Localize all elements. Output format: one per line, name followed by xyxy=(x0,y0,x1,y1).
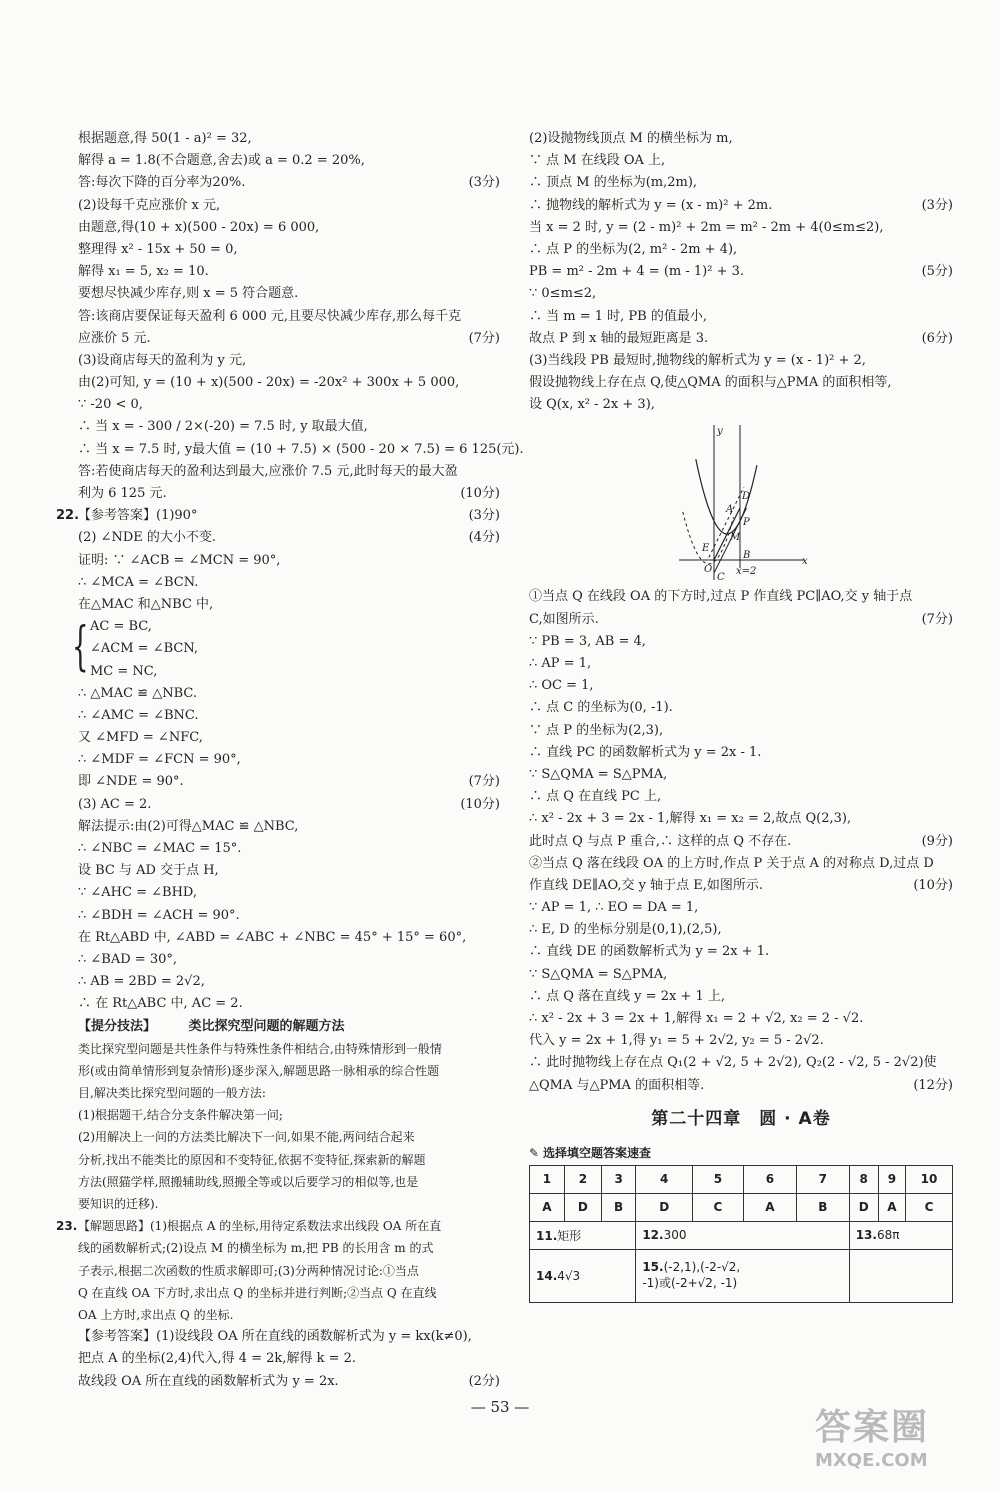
text-line xyxy=(78,527,500,549)
question-number: 10 xyxy=(920,1172,938,1187)
answer-cell xyxy=(693,1165,744,1193)
text-line xyxy=(529,609,953,631)
text-line xyxy=(78,1060,500,1082)
question-number: 22. xyxy=(56,508,80,524)
score-label: (6分) xyxy=(921,330,953,346)
answer-cell xyxy=(530,1193,565,1221)
line-text: 设 Q(x, x² - 2x + 3), xyxy=(529,397,655,413)
answer-cell xyxy=(906,1165,953,1193)
answer-cell xyxy=(743,1165,796,1193)
choice-answer: D xyxy=(659,1200,670,1215)
score-label: (10分) xyxy=(460,796,500,812)
page-number: — 53 — xyxy=(470,1398,530,1416)
score-label: (10分) xyxy=(460,486,500,501)
fill-answer: 68π xyxy=(876,1228,900,1243)
line-text: 【解题思路】(1)根据点 A 的坐标,用待定系数法求出线段 OA 所在直 xyxy=(78,1219,442,1234)
line-text: ∴ ∠NBC = ∠MAC = 15°. xyxy=(78,841,242,856)
line-text: C,如图所示. xyxy=(529,611,599,627)
point-label: M xyxy=(730,532,741,544)
score-label: (3分) xyxy=(468,175,500,191)
text-line xyxy=(78,1149,500,1171)
text-line xyxy=(529,941,953,963)
line-text: ∴ 抛物线的解析式为 y = (x - m)² + 2m. xyxy=(529,197,773,213)
line-text: ∴ 此时抛物线上存在点 Q₁(2 + √2, 5 + 2√2), Q₂(2 - √2, 5 - 2√2)使 xyxy=(529,1055,937,1071)
text-line xyxy=(78,1371,500,1393)
parabola-figure xyxy=(529,416,953,586)
text-line xyxy=(529,394,953,416)
line-text: ∴ 当 x = 7.5 时, y最大值 = (10 + 7.5) × (500 - 20 × 7.5) = 6 125(元). xyxy=(78,441,524,457)
answer-cell xyxy=(743,1193,796,1221)
table-header-row xyxy=(530,1165,953,1193)
text-line xyxy=(78,550,500,572)
watermark-logo: 答案圈 xyxy=(815,1407,930,1448)
choice-answer: A xyxy=(765,1200,775,1215)
text-line xyxy=(529,897,953,919)
point-label: x=2 xyxy=(736,566,757,578)
text-line xyxy=(529,808,953,830)
question-start-line xyxy=(56,505,500,527)
question-number: 14. xyxy=(536,1268,558,1283)
score-label: (12分) xyxy=(913,1077,953,1093)
line-text: 设 BC 与 AD 交于点 H, xyxy=(78,863,219,879)
line-text: 假设抛物线上存在点 Q,使△QMA 的面积与△PMA 的面积相等, xyxy=(529,375,892,391)
line-text: 又 ∠MFD = ∠NFC, xyxy=(78,730,203,746)
text-line xyxy=(78,416,500,438)
line-text: 类比探究型问题是共性条件与特殊性条件相结合,由特殊情形到一般情 xyxy=(78,1041,442,1056)
congruence-conditions xyxy=(72,616,500,683)
text-line xyxy=(78,1304,500,1326)
answer-cell xyxy=(797,1193,850,1221)
text-line xyxy=(529,653,953,675)
line-text: ∴ x² - 2x + 3 = 2x + 1,解得 x₁ = 2 + √2, x₂ = 2 - √2. xyxy=(529,1011,864,1026)
line-text: (2)设每千克应涨价 x 元, xyxy=(78,197,221,213)
line-text: (2)设抛物线顶点 M 的横坐标为 m, xyxy=(529,131,733,146)
text-line xyxy=(529,1075,953,1097)
answer-cell xyxy=(849,1249,952,1302)
text-line xyxy=(78,1016,500,1038)
line-text: 线的函数解析式;(2)设点 M 的横坐标为 m,把 PB 的长用含 m 的式 xyxy=(78,1241,434,1256)
answer-cell xyxy=(564,1193,601,1221)
line-text: ∴ 点 Q 在直线 PC 上, xyxy=(529,789,662,805)
text-line xyxy=(78,439,524,461)
quick-answer-heading xyxy=(529,1141,953,1165)
text-line xyxy=(529,1008,953,1030)
text-line xyxy=(78,572,500,594)
text-line xyxy=(78,1348,500,1370)
text-line xyxy=(78,971,500,993)
text-line xyxy=(78,705,500,727)
line-text: PB = m² - 2m + 4 = (m - 1)² + 3. xyxy=(529,264,745,280)
question-number: 8 xyxy=(859,1172,868,1187)
text-line xyxy=(78,150,500,172)
text-line xyxy=(78,727,500,749)
text-line xyxy=(78,771,500,793)
text-line xyxy=(78,195,500,217)
line-text: 【参考答案】(1)设线段 OA 所在直线的函数解析式为 y = kx(k≠0), xyxy=(78,1329,472,1345)
line-text: 目,解决类比探究型问题的一般方法: xyxy=(78,1086,266,1101)
question-number: 2 xyxy=(578,1172,588,1187)
line-text: 答:该商店要保证每天盈利 6 000 元,且要尽快减少库存,那么每千克 xyxy=(78,308,462,324)
line-text: 整理得 x² - 15x + 50 = 0, xyxy=(78,241,238,257)
answer-table xyxy=(529,1165,953,1303)
line-text: 作直线 DE∥AO,交 y 轴于点 E,如图所示. xyxy=(529,877,763,893)
choice-answer: B xyxy=(818,1200,828,1215)
question-number: 3 xyxy=(614,1172,623,1187)
text-line xyxy=(529,742,953,764)
answer-cell xyxy=(636,1221,849,1249)
text-line xyxy=(78,306,500,328)
score-label: (7分) xyxy=(468,330,500,346)
text-line xyxy=(78,328,500,350)
text-line xyxy=(78,1104,500,1126)
answer-cell xyxy=(906,1193,953,1221)
chapter-title: 第二十四章 圆 · A卷 xyxy=(651,1108,831,1129)
question-number: 13. xyxy=(855,1228,877,1243)
line-text: 方法(照猫学样,照搬辅助线,照搬全等或以后要学习的相似等,也是 xyxy=(78,1174,419,1189)
choice-answer: A xyxy=(887,1200,897,1215)
text-line xyxy=(78,128,500,150)
text-line xyxy=(529,853,953,875)
line-text: (1)根据题干,结合分支条件解决第一问; xyxy=(78,1108,283,1123)
line-text: 由题意,得(10 + x)(500 - 20x) = 6 000, xyxy=(78,219,320,235)
score-label: (3分) xyxy=(468,508,500,524)
text-line xyxy=(78,1326,500,1348)
text-line xyxy=(529,586,953,608)
line-text: ∵ ∠AHC = ∠BHD, xyxy=(78,885,197,901)
text-line xyxy=(78,283,500,305)
text-line xyxy=(78,394,500,416)
line-text: 答:每次下降的百分率为20%. xyxy=(78,175,246,191)
text-line xyxy=(529,831,953,853)
text-line xyxy=(529,675,953,697)
text-line xyxy=(78,461,500,483)
fill-answer-cont: -1)或(-2+√2, -1) xyxy=(642,1276,738,1291)
line-text: ∴ ∠MCA = ∠BCN. xyxy=(78,574,199,590)
answer-cell xyxy=(849,1221,952,1249)
point-label: x xyxy=(802,556,808,568)
watermark-url: MXQE.COM xyxy=(815,1450,928,1471)
line-text: ∵ 0≤m≤2, xyxy=(529,286,597,302)
pencil-icon: ✎ xyxy=(529,1145,540,1160)
answer-cell xyxy=(849,1193,878,1221)
score-label: (9分) xyxy=(921,833,953,849)
answer-cell xyxy=(797,1165,850,1193)
point-label: C xyxy=(717,572,725,584)
choice-answer: D xyxy=(858,1200,869,1215)
text-line xyxy=(529,875,953,897)
point-label: B xyxy=(743,550,751,562)
line-text: 在△MAC 和△NBC 中, xyxy=(78,596,214,612)
line-text: ∴ x² - 2x + 3 = 2x - 1,解得 x₁ = x₂ = 2,故点 Q(2,3), xyxy=(529,811,852,827)
line-text: 故线段 OA 所在直线的函数解析式为 y = 2x. xyxy=(78,1373,339,1389)
table-fill-row-2 xyxy=(530,1249,953,1302)
condition-line: MC = NC, xyxy=(90,663,158,679)
text-line xyxy=(78,594,500,616)
line-text: 把点 A 的坐标(2,4)代入,得 4 = 2k,解得 k = 2. xyxy=(78,1351,357,1367)
line-text: ∴ 点 P 的坐标为(2, m² - 2m + 4), xyxy=(529,241,738,257)
line-text: ∴ 直线 DE 的函数解析式为 y = 2x + 1. xyxy=(529,944,770,960)
line-text: (3)设商店每天的盈利为 y 元, xyxy=(78,352,247,368)
line-text: ∴ 顶点 M 的坐标为(m,2m), xyxy=(529,175,698,191)
text-line xyxy=(529,128,953,150)
line-text: (3)当线段 PB 最短时,抛物线的解析式为 y = (x - 1)² + 2, xyxy=(529,352,866,368)
text-line xyxy=(78,816,500,838)
point-label: D xyxy=(742,491,751,503)
text-line xyxy=(78,882,500,904)
point-label: y xyxy=(717,426,723,438)
score-label: (2分) xyxy=(468,1373,500,1389)
line-text: 要知识的迁移). xyxy=(78,1197,159,1211)
line-text: ∴ 直线 PC 的函数解析式为 y = 2x - 1. xyxy=(529,744,762,760)
question-number: 4 xyxy=(660,1172,669,1187)
fill-answer: 矩形 xyxy=(557,1228,582,1243)
line-text: ∴ 点 C 的坐标为(0, -1). xyxy=(529,700,673,716)
line-text: 分析,找出不能类比的原因和不变特征,依据不变特征,探索新的解题 xyxy=(78,1152,426,1167)
line-text: 根据题意,得 50(1 - a)² = 32, xyxy=(78,131,252,146)
line-text: ∴ 当 m = 1 时, PB 的值最小, xyxy=(529,308,707,324)
text-line xyxy=(78,261,500,283)
text-line xyxy=(78,905,500,927)
text-line xyxy=(78,1260,500,1282)
answer-cell xyxy=(601,1193,635,1221)
question-number: 15. xyxy=(642,1260,664,1275)
line-text: 应涨价 5 元. xyxy=(78,330,151,346)
choice-answer: B xyxy=(614,1200,624,1215)
line-text: 即 ∠NDE = 90°. xyxy=(78,774,184,790)
line-text: ∵ -20 < 0, xyxy=(78,397,143,413)
text-line xyxy=(529,1052,953,1074)
line-text: ∴ ∠BAD = 30°, xyxy=(78,951,177,967)
answer-cell xyxy=(636,1249,849,1302)
answer-cell xyxy=(693,1193,744,1221)
line-text: 解得 x₁ = 5, x₂ = 10. xyxy=(78,264,209,280)
text-line xyxy=(529,964,953,986)
point-label: O xyxy=(704,564,713,576)
text-line xyxy=(529,150,953,172)
text-line xyxy=(78,239,500,261)
text-line xyxy=(78,350,500,372)
condition-line: ∠ACM = ∠BCN, xyxy=(90,641,199,657)
text-line xyxy=(529,350,953,372)
text-line xyxy=(529,786,953,808)
text-line xyxy=(529,239,953,261)
line-text: (2)用解决上一问的方法类比解决下一问,如果不能,两问结合起来 xyxy=(78,1130,415,1145)
line-text: ∵ S△QMA = S△PMA, xyxy=(529,766,668,782)
line-text: ∵ 点 M 在线段 OA 上, xyxy=(529,153,666,169)
question-number: 7 xyxy=(818,1172,828,1187)
text-line xyxy=(78,1193,500,1215)
line-text: ∴ ∠BDH = ∠ACH = 90°. xyxy=(78,907,240,923)
question-number: 23. xyxy=(56,1219,78,1234)
line-text: 在 Rt△ABD 中, ∠ABD = ∠ABC + ∠NBC = 45° + 15° = 60°, xyxy=(78,929,467,945)
fill-answer: 300 xyxy=(663,1228,687,1243)
table-answer-row xyxy=(530,1193,953,1221)
choice-answer: C xyxy=(713,1200,723,1215)
text-line xyxy=(78,949,500,971)
text-line xyxy=(78,1082,500,1104)
line-text: OA 上方时,求出点 Q 的坐标. xyxy=(78,1307,234,1322)
line-text: ∵ S△QMA = S△PMA, xyxy=(529,966,668,982)
point-label: P xyxy=(743,517,750,529)
line-text: △QMA 与△PMA 的面积相等. xyxy=(529,1077,705,1093)
line-text: ∴ ∠AMC = ∠BNC. xyxy=(78,707,199,723)
line-text: ∵ PB = 3, AB = 4, xyxy=(529,633,646,649)
text-line xyxy=(78,927,500,949)
answer-cell xyxy=(636,1193,693,1221)
text-line xyxy=(78,860,500,882)
score-label: (3分) xyxy=(921,197,953,213)
answer-cell xyxy=(530,1165,565,1193)
line-text: Q 在直线 OA 下方时,求出点 Q 的坐标并进行判断;②当点 Q 在直线 xyxy=(78,1285,437,1300)
condition-line: AC = BC, xyxy=(90,619,152,635)
line-text: 当 x = 2 时, y = (2 - m)² + 2m = m² - 2m + 4(0≤m≤2), xyxy=(529,219,884,235)
line-text: ①当点 Q 在线段 OA 的下方时,过点 P 作直线 PC∥AO,交 y 轴于点 xyxy=(529,589,913,605)
answer-cell xyxy=(564,1165,601,1193)
question-number: 5 xyxy=(713,1172,723,1187)
line-text: 利为 6 125 元. xyxy=(78,486,167,501)
text-line xyxy=(78,483,500,505)
choice-answer: A xyxy=(542,1200,552,1215)
score-label: (4分) xyxy=(468,530,500,546)
text-line xyxy=(529,195,953,217)
score-label: (10分) xyxy=(913,877,953,893)
text-line xyxy=(78,838,500,860)
answer-cell xyxy=(601,1165,635,1193)
text-line xyxy=(78,993,500,1015)
choice-answer: D xyxy=(577,1200,588,1215)
text-line xyxy=(529,720,953,742)
table-fill-row-1 xyxy=(530,1221,953,1249)
text-line xyxy=(529,283,953,305)
point-label: A xyxy=(726,504,734,516)
text-line xyxy=(78,1126,500,1148)
line-text: ∴ 在 Rt△ABC 中, AC = 2. xyxy=(78,996,243,1012)
answer-cell xyxy=(849,1165,878,1193)
brace-symbol: { xyxy=(72,617,89,678)
answer-cell xyxy=(636,1165,693,1193)
text-line xyxy=(529,764,953,786)
question-number: 1 xyxy=(542,1172,552,1187)
question-number: 12. xyxy=(642,1228,664,1243)
line-text: 子表示,根据二次函数的性质求解即可;(3)分两种情况讨论:①当点 xyxy=(78,1263,419,1278)
line-text: 故点 P 到 x 轴的最短距离是 3. xyxy=(529,330,709,346)
text-line xyxy=(529,919,953,941)
line-text: (2) ∠NDE 的大小不变. xyxy=(78,530,216,546)
line-text: 解得 a = 1.8(不合题意,舍去)或 a = 0.2 = 20%, xyxy=(78,153,365,169)
choice-answer: C xyxy=(924,1200,934,1215)
score-label: (7分) xyxy=(468,774,500,790)
line-text: ∴ △MAC ≌ △NBC. xyxy=(78,685,197,701)
text-line xyxy=(78,1038,500,1060)
line-text: ∴ AB = 2BD = 2√2, xyxy=(78,974,205,990)
question-number: 11. xyxy=(536,1228,558,1243)
text-line xyxy=(529,217,953,239)
text-line xyxy=(529,172,953,194)
line-text: 由(2)可知, y = (10 + x)(500 - 20x) = -20x² + 300x + 5 000, xyxy=(78,375,460,391)
question-number: 6 xyxy=(765,1172,775,1187)
point-label: E xyxy=(702,543,710,555)
right-column xyxy=(529,128,953,1303)
text-line xyxy=(529,986,953,1008)
line-text: 代入 y = 2x + 1,得 y₁ = 5 + 2√2, y₂ = 5 - 2√2. xyxy=(529,1033,824,1049)
question-start-line xyxy=(56,1215,500,1237)
answer-cell xyxy=(878,1165,905,1193)
line-text: ∴ 当 x = - 300 / 2×(-20) = 7.5 时, y 取最大值, xyxy=(78,419,368,435)
line-text: 证明: ∵ ∠ACB = ∠MCN = 90°, xyxy=(78,552,281,568)
line-text: 【提分技法】 类比探究型问题的解题方法 xyxy=(78,1018,345,1034)
fill-answer: (-2,1),(-2-√2, xyxy=(663,1260,741,1275)
line-text: ∴ AP = 1, xyxy=(529,656,592,671)
line-text: 【参考答案】(1)90° xyxy=(78,508,198,524)
graph-svg xyxy=(674,420,814,585)
text-line xyxy=(78,372,500,394)
text-line xyxy=(78,683,500,705)
text-line xyxy=(78,217,500,239)
line-text: 形(或由简单情形到复杂情形)逐步深入,解题思路一脉相承的综合性题 xyxy=(78,1063,440,1078)
answer-cell xyxy=(530,1249,636,1302)
line-text: ∴ OC = 1, xyxy=(529,678,594,694)
parabola-dashed xyxy=(683,512,734,564)
left-column xyxy=(56,128,524,1393)
text-line xyxy=(529,372,953,394)
line-text: ∴ E, D 的坐标分别是(0,1),(2,5), xyxy=(529,922,722,938)
text-line xyxy=(529,328,953,350)
answer-cell xyxy=(878,1193,905,1221)
quick-answer-title: 选择填空题答案速查 xyxy=(543,1145,652,1160)
text-line xyxy=(78,1282,500,1304)
fill-answer: 4√3 xyxy=(557,1268,581,1283)
text-line xyxy=(529,261,953,283)
text-line xyxy=(78,172,500,194)
score-label: (5分) xyxy=(921,264,953,280)
score-label: (7分) xyxy=(921,611,953,627)
text-line xyxy=(78,1171,500,1193)
line-text: 解法提示:由(2)可得△MAC ≌ △NBC, xyxy=(78,818,299,834)
question-number: 9 xyxy=(887,1172,897,1187)
line-text: ∴ 点 Q 落在直线 y = 2x + 1 上, xyxy=(529,988,725,1004)
text-line xyxy=(529,306,953,328)
text-line xyxy=(78,794,500,816)
text-line xyxy=(529,1030,953,1052)
line-text: 此时点 Q 与点 P 重合,∴ 这样的点 Q 不存在. xyxy=(529,833,792,849)
watermark xyxy=(815,1406,975,1481)
line-text: ∵ AP = 1, ∴ EO = DA = 1, xyxy=(529,900,699,916)
line-text: ②当点 Q 落在线段 OA 的上方时,作点 P 关于点 A 的对称点 D,过点 D xyxy=(529,855,934,871)
text-line xyxy=(78,749,500,771)
line-text: ∴ ∠MDF = ∠FCN = 90°, xyxy=(78,752,241,768)
line-text: ∵ 点 P 的坐标为(2,3), xyxy=(529,722,664,738)
line-text: 要想尽快减少库存,则 x = 5 符合题意. xyxy=(78,286,299,302)
line-text: (3) AC = 2. xyxy=(78,796,152,812)
answer-cell xyxy=(530,1221,636,1249)
line-text: 答:若使商店每天的盈利达到最大,应涨价 7.5 元,此时每天的最大盈 xyxy=(78,463,458,479)
text-line xyxy=(78,1237,500,1259)
text-line xyxy=(529,631,953,653)
text-line xyxy=(529,697,953,719)
